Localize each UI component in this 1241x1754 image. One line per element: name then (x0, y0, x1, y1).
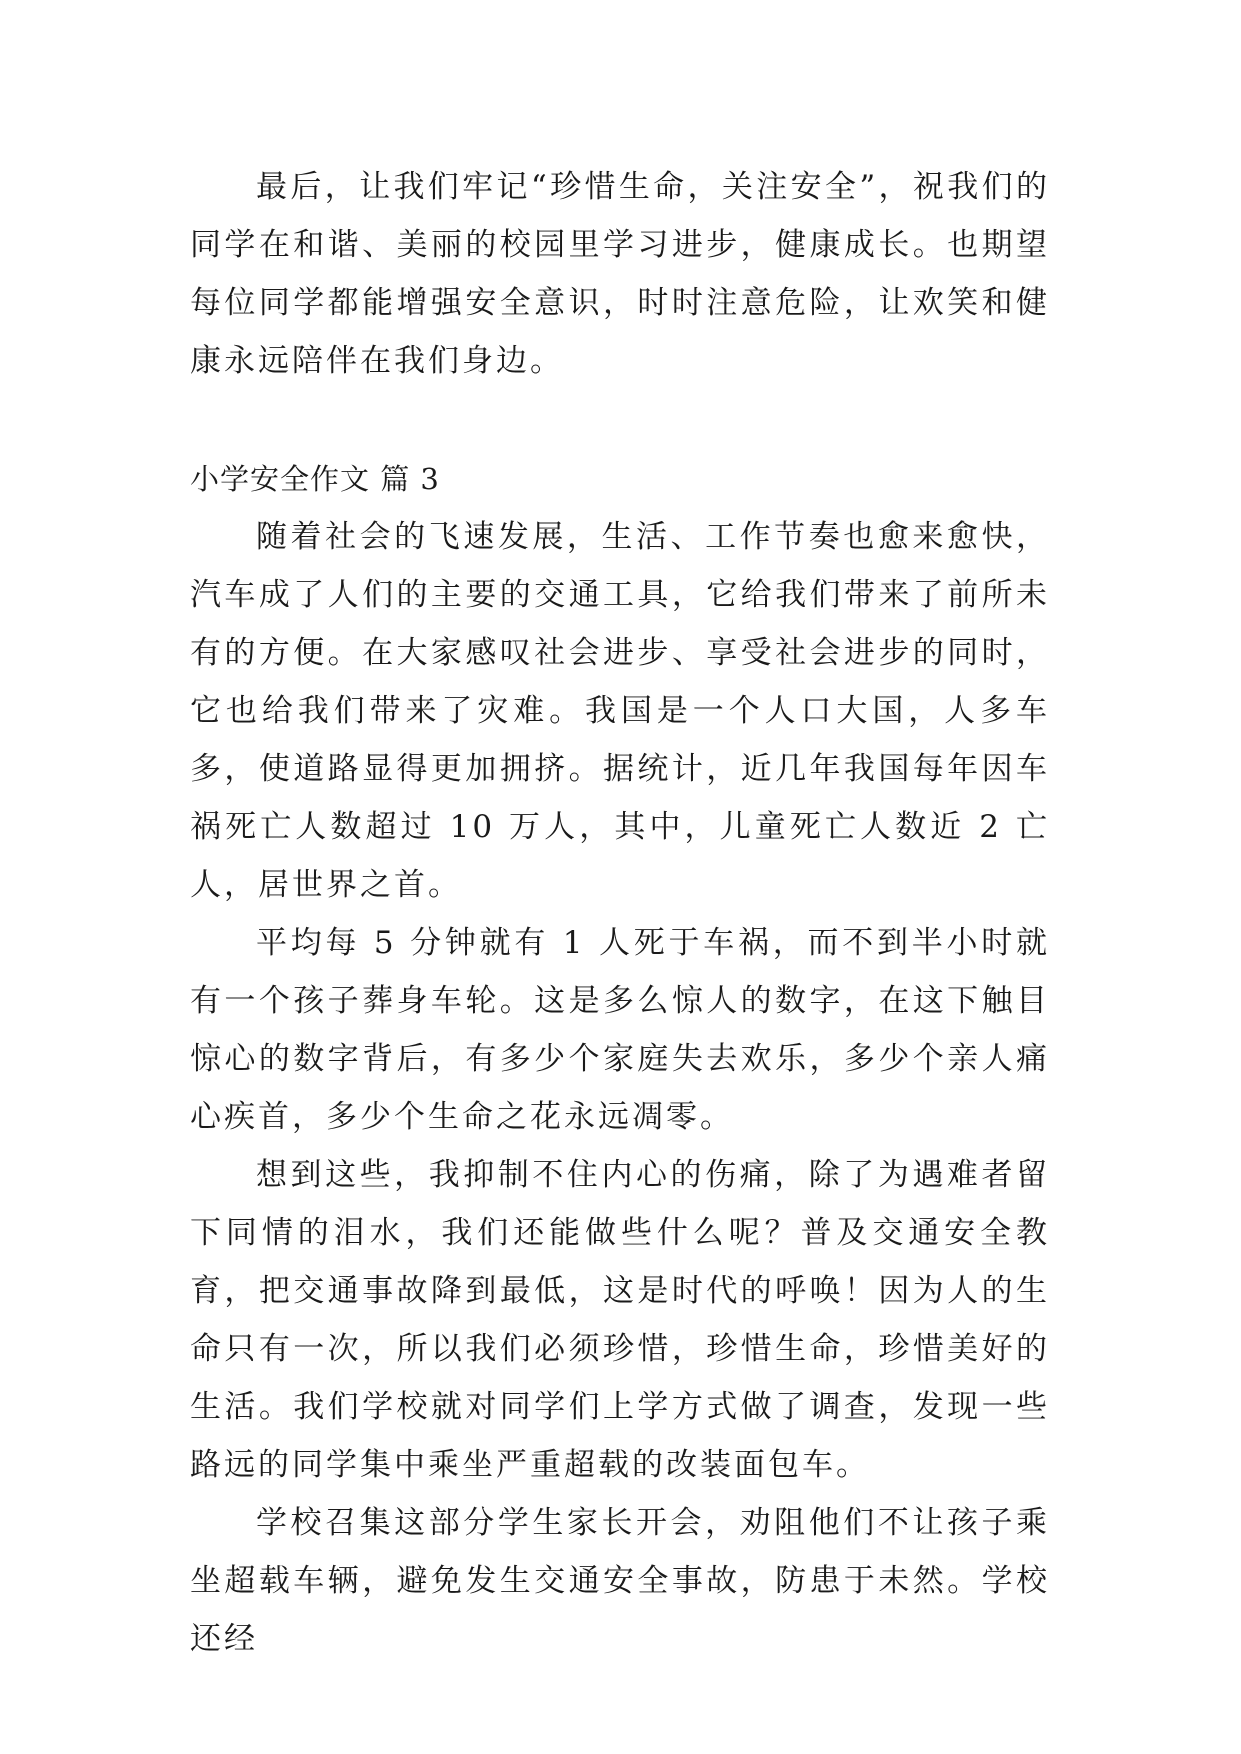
body-paragraph-2: 平均每 5 分钟就有 1 人死于车祸，而不到半小时就有一个孩子葬身车轮。这是多么惊人的数字，在这下触目惊心的数字背后，有多少个家庭失去欢乐，多少个亲人痛心疾首，多少个生命之花永远凋零。 (190, 925, 1050, 1135)
closing-paragraph: 最后，让我们牢记“珍惜生命，关注安全”，祝我们的同学在和谐、美丽的校园里学习进步，健康成长。也期望每位同学都能增强安全意识，时时注意危险，让欢笑和健康永远陪伴在我们身边。 (190, 169, 1050, 379)
body-paragraph-4: 学校召集这部分学生家长开会，劝阻他们不让孩子乘坐超载车辆，避免发生交通安全事故，防患于未然。学校还经 (190, 1505, 1050, 1657)
section-title: 小学安全作文 篇 3 (190, 462, 440, 496)
body-paragraph-1: 随着社会的飞速发展，生活、工作节奏也愈来愈快，汽车成了人们的主要的交通工具，它给我们带来了前所未有的方便。在大家感叹社会进步、享受社会进步的同时，它也给我们带来了灾难。我国是一个人口大国，人多车多，使道路显得更加拥挤。据统计，近几年我国每年因车祸死亡人数超过 10 万人，其中，儿童死亡人数近 2 亡人，居世界之首。 (190, 519, 1050, 903)
document-body (190, 158, 1050, 1668)
body-paragraph-3: 想到这些，我抑制不住内心的伤痛，除了为遇难者留下同情的泪水，我们还能做些什么呢？普及交通安全教育，把交通事故降到最低，这是时代的呼唤！因为人的生命只有一次，所以我们必须珍惜，珍惜生命，珍惜美好的生活。我们学校就对同学们上学方式做了调查，发现一些路远的同学集中乘坐严重超载的改装面包车。 (190, 1157, 1050, 1483)
